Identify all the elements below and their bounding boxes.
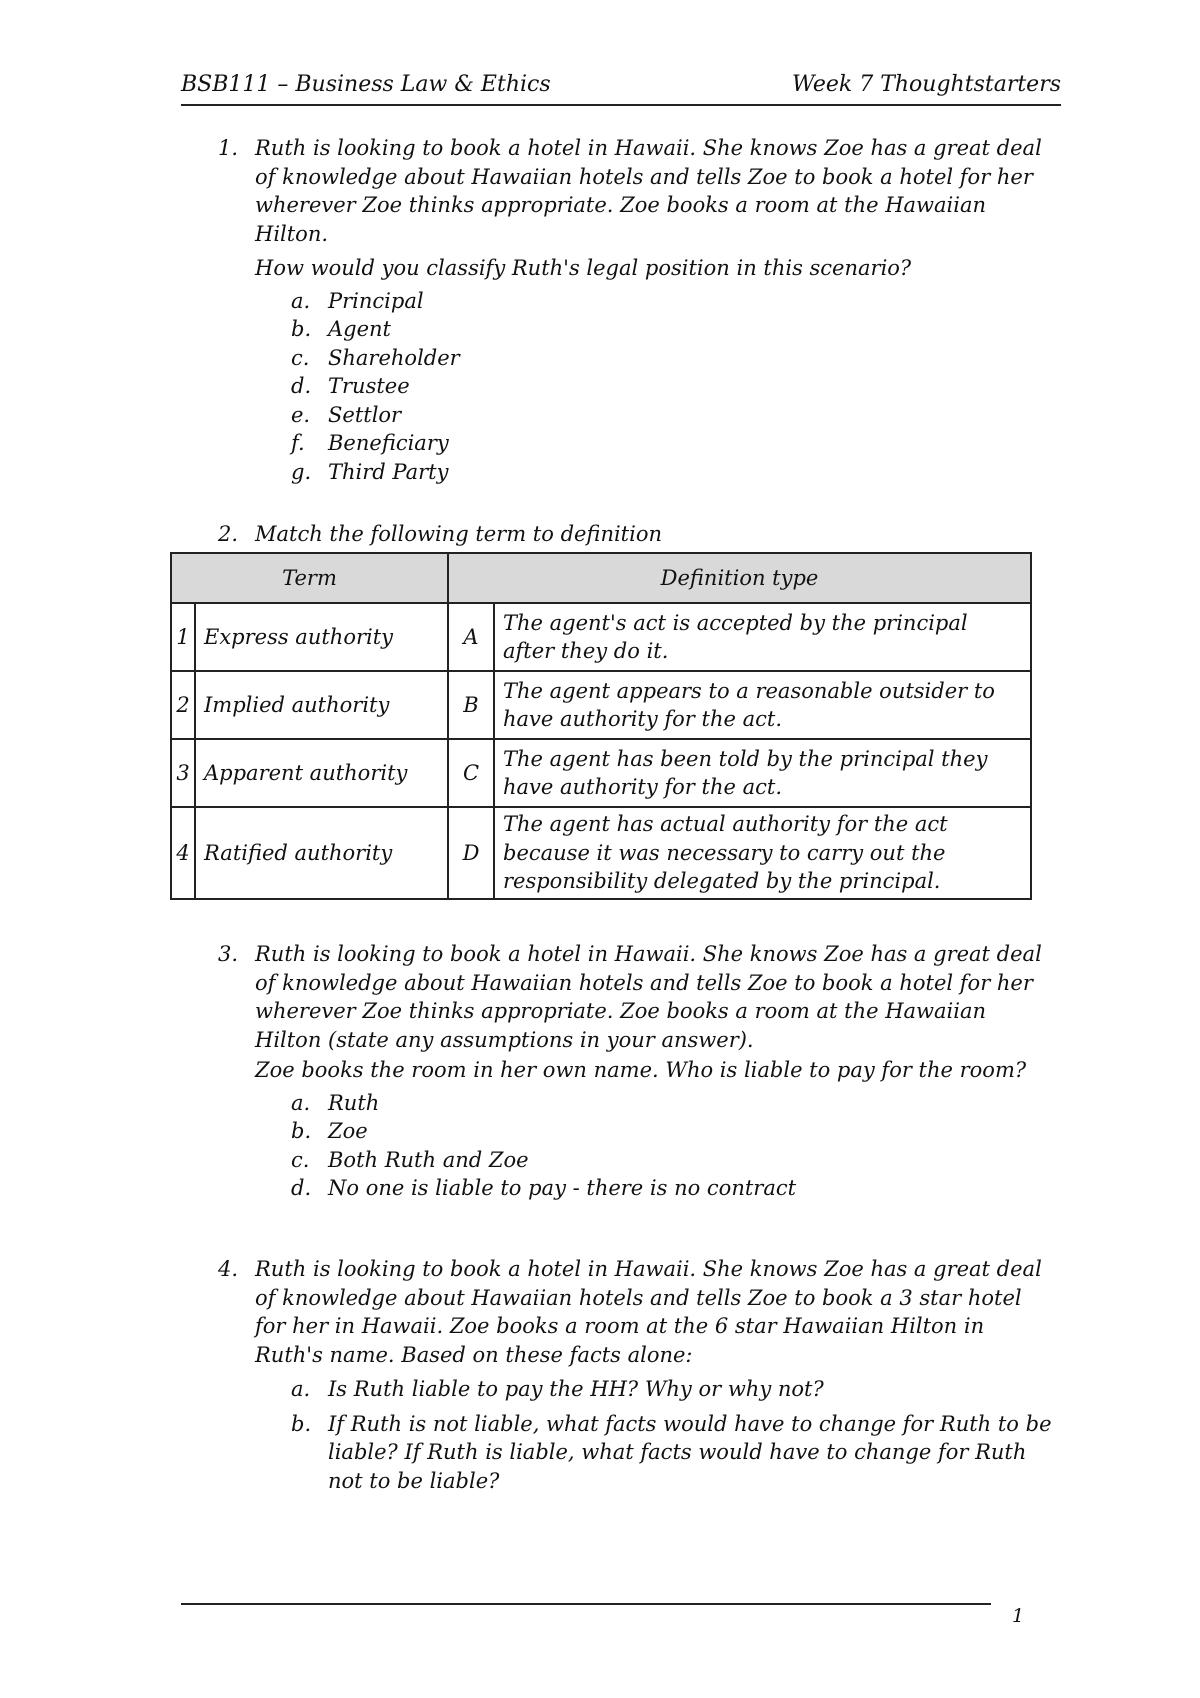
term-number: 1 (171, 603, 195, 671)
definition-cell: The agent's act is accepted by the principal after they do it. (494, 603, 1031, 671)
question-text: Ruth is looking to book a hotel in Hawaii. She knows Zoe has a great deal of knowledge about Hawaiian hotels and tells Zoe to book a hotel for her wherever Zoe thinks appropriate. Zoe books a room at the Hawaiian Hilton (state any assumptions in your answer). (255, 942, 1042, 1052)
option-item (291, 1146, 1058, 1175)
option-item (291, 344, 1058, 373)
option-item (291, 287, 1058, 316)
question-number: 4. (218, 1257, 239, 1281)
term-cell: Implied authority (195, 671, 448, 739)
matching-table (170, 552, 1032, 900)
option-item (291, 1375, 1058, 1404)
definition-cell: The agent appears to a reasonable outsider to have authority for the act. (494, 671, 1031, 739)
table-row (171, 603, 1031, 671)
definition-letter: D (448, 807, 494, 899)
definition-letter: B (448, 671, 494, 739)
question-number: 3. (218, 942, 239, 966)
option-text: Third Party (328, 459, 449, 484)
term-number: 2 (171, 671, 195, 739)
option-letter: a. (291, 288, 311, 313)
option-letter: c. (291, 1147, 310, 1172)
question-number: 2. (218, 522, 239, 546)
table-header-row (171, 553, 1031, 603)
question-prompt: How would you classify Ruth's legal position in this scenario? (255, 256, 912, 280)
option-text: Settlor (328, 402, 402, 427)
option-letter: g. (291, 459, 312, 484)
definition-cell: The agent has been told by the principal they have authority for the act. (494, 739, 1031, 807)
option-text: Beneficiary (328, 431, 449, 455)
table-row (171, 671, 1031, 739)
definition-letter: A (448, 603, 494, 671)
option-letter: c. (291, 345, 310, 370)
course-title: BSB111 – Business Law & Ethics (181, 72, 551, 97)
option-list (255, 1375, 1058, 1495)
question-3 (218, 940, 1058, 1203)
option-item (291, 315, 1058, 344)
document-title: Week 7 Thoughtstarters (792, 72, 1061, 97)
option-item (291, 401, 1058, 430)
option-text: If Ruth is not liable, what facts would have to change for Ruth to be liable? If Ruth is liable, what facts would have to change for Ruth not to be liable? (328, 1411, 1052, 1493)
question-prompt: Zoe books the room in her own name. Who is liable to pay for the room? (255, 1058, 1027, 1082)
option-letter: b. (291, 1411, 312, 1436)
option-letter: a. (291, 1377, 311, 1401)
option-text: Shareholder (328, 345, 460, 370)
definition-cell: The agent has actual authority for the act because it was necessary to carry out the responsibility delegated by the principal. (494, 807, 1031, 899)
option-letter: e. (291, 402, 311, 427)
option-text: Ruth (328, 1090, 380, 1115)
option-item (291, 1174, 1058, 1203)
option-list (255, 287, 1058, 487)
option-list (255, 1089, 1058, 1203)
option-letter: a. (291, 1090, 311, 1115)
option-text: Agent (328, 317, 391, 341)
term-number: 4 (171, 807, 195, 899)
option-item (291, 1117, 1058, 1146)
option-item (291, 372, 1058, 401)
option-item (291, 1089, 1058, 1118)
option-item (291, 429, 1058, 458)
term-column-header: Term (171, 553, 448, 603)
option-letter: d. (291, 1176, 312, 1200)
term-cell: Apparent authority (195, 739, 448, 807)
question-4 (218, 1255, 1058, 1495)
option-letter: f. (291, 431, 305, 455)
page-number: 1 (1012, 1605, 1025, 1627)
footer-divider (181, 1603, 991, 1605)
table-row (171, 739, 1031, 807)
definition-column-header: Definition type (448, 553, 1031, 603)
option-text: Trustee (328, 374, 410, 398)
option-text: Both Ruth and Zoe (328, 1147, 529, 1172)
question-text: Match the following term to definition (255, 522, 663, 546)
term-cell: Express authority (195, 603, 448, 671)
option-text: Zoe (328, 1119, 368, 1143)
option-letter: b. (291, 1119, 312, 1143)
option-item (291, 1410, 1058, 1496)
option-text: Principal (328, 288, 424, 313)
question-number: 1. (218, 136, 239, 160)
question-text: Ruth is looking to book a hotel in Hawaii. She knows Zoe has a great deal of knowledge about Hawaiian hotels and tells Zoe to book a hotel for her wherever Zoe thinks appropriate. Zoe books a room at the Hawaiian Hilton. (255, 136, 1042, 246)
term-cell: Ratified authority (195, 807, 448, 899)
page-header (181, 70, 1061, 106)
question-1 (218, 134, 1058, 486)
term-number: 3 (171, 739, 195, 807)
option-letter: d. (291, 374, 312, 398)
question-text: Ruth is looking to book a hotel in Hawaii. She knows Zoe has a great deal of knowledge about Hawaiian hotels and tells Zoe to book a 3 star hotel for her in Hawaii. Zoe books a room at the 6 star Hawaiian Hilton in Ruth's name. Based on these facts alone: (255, 1257, 1042, 1367)
option-item (291, 458, 1058, 487)
option-text: No one is liable to pay - there is no contract (328, 1176, 797, 1200)
table-row (171, 807, 1031, 899)
question-2 (218, 520, 1058, 549)
option-letter: b. (291, 317, 312, 341)
option-text: Is Ruth liable to pay the HH? Why or why not? (328, 1377, 824, 1401)
definition-letter: C (448, 739, 494, 807)
